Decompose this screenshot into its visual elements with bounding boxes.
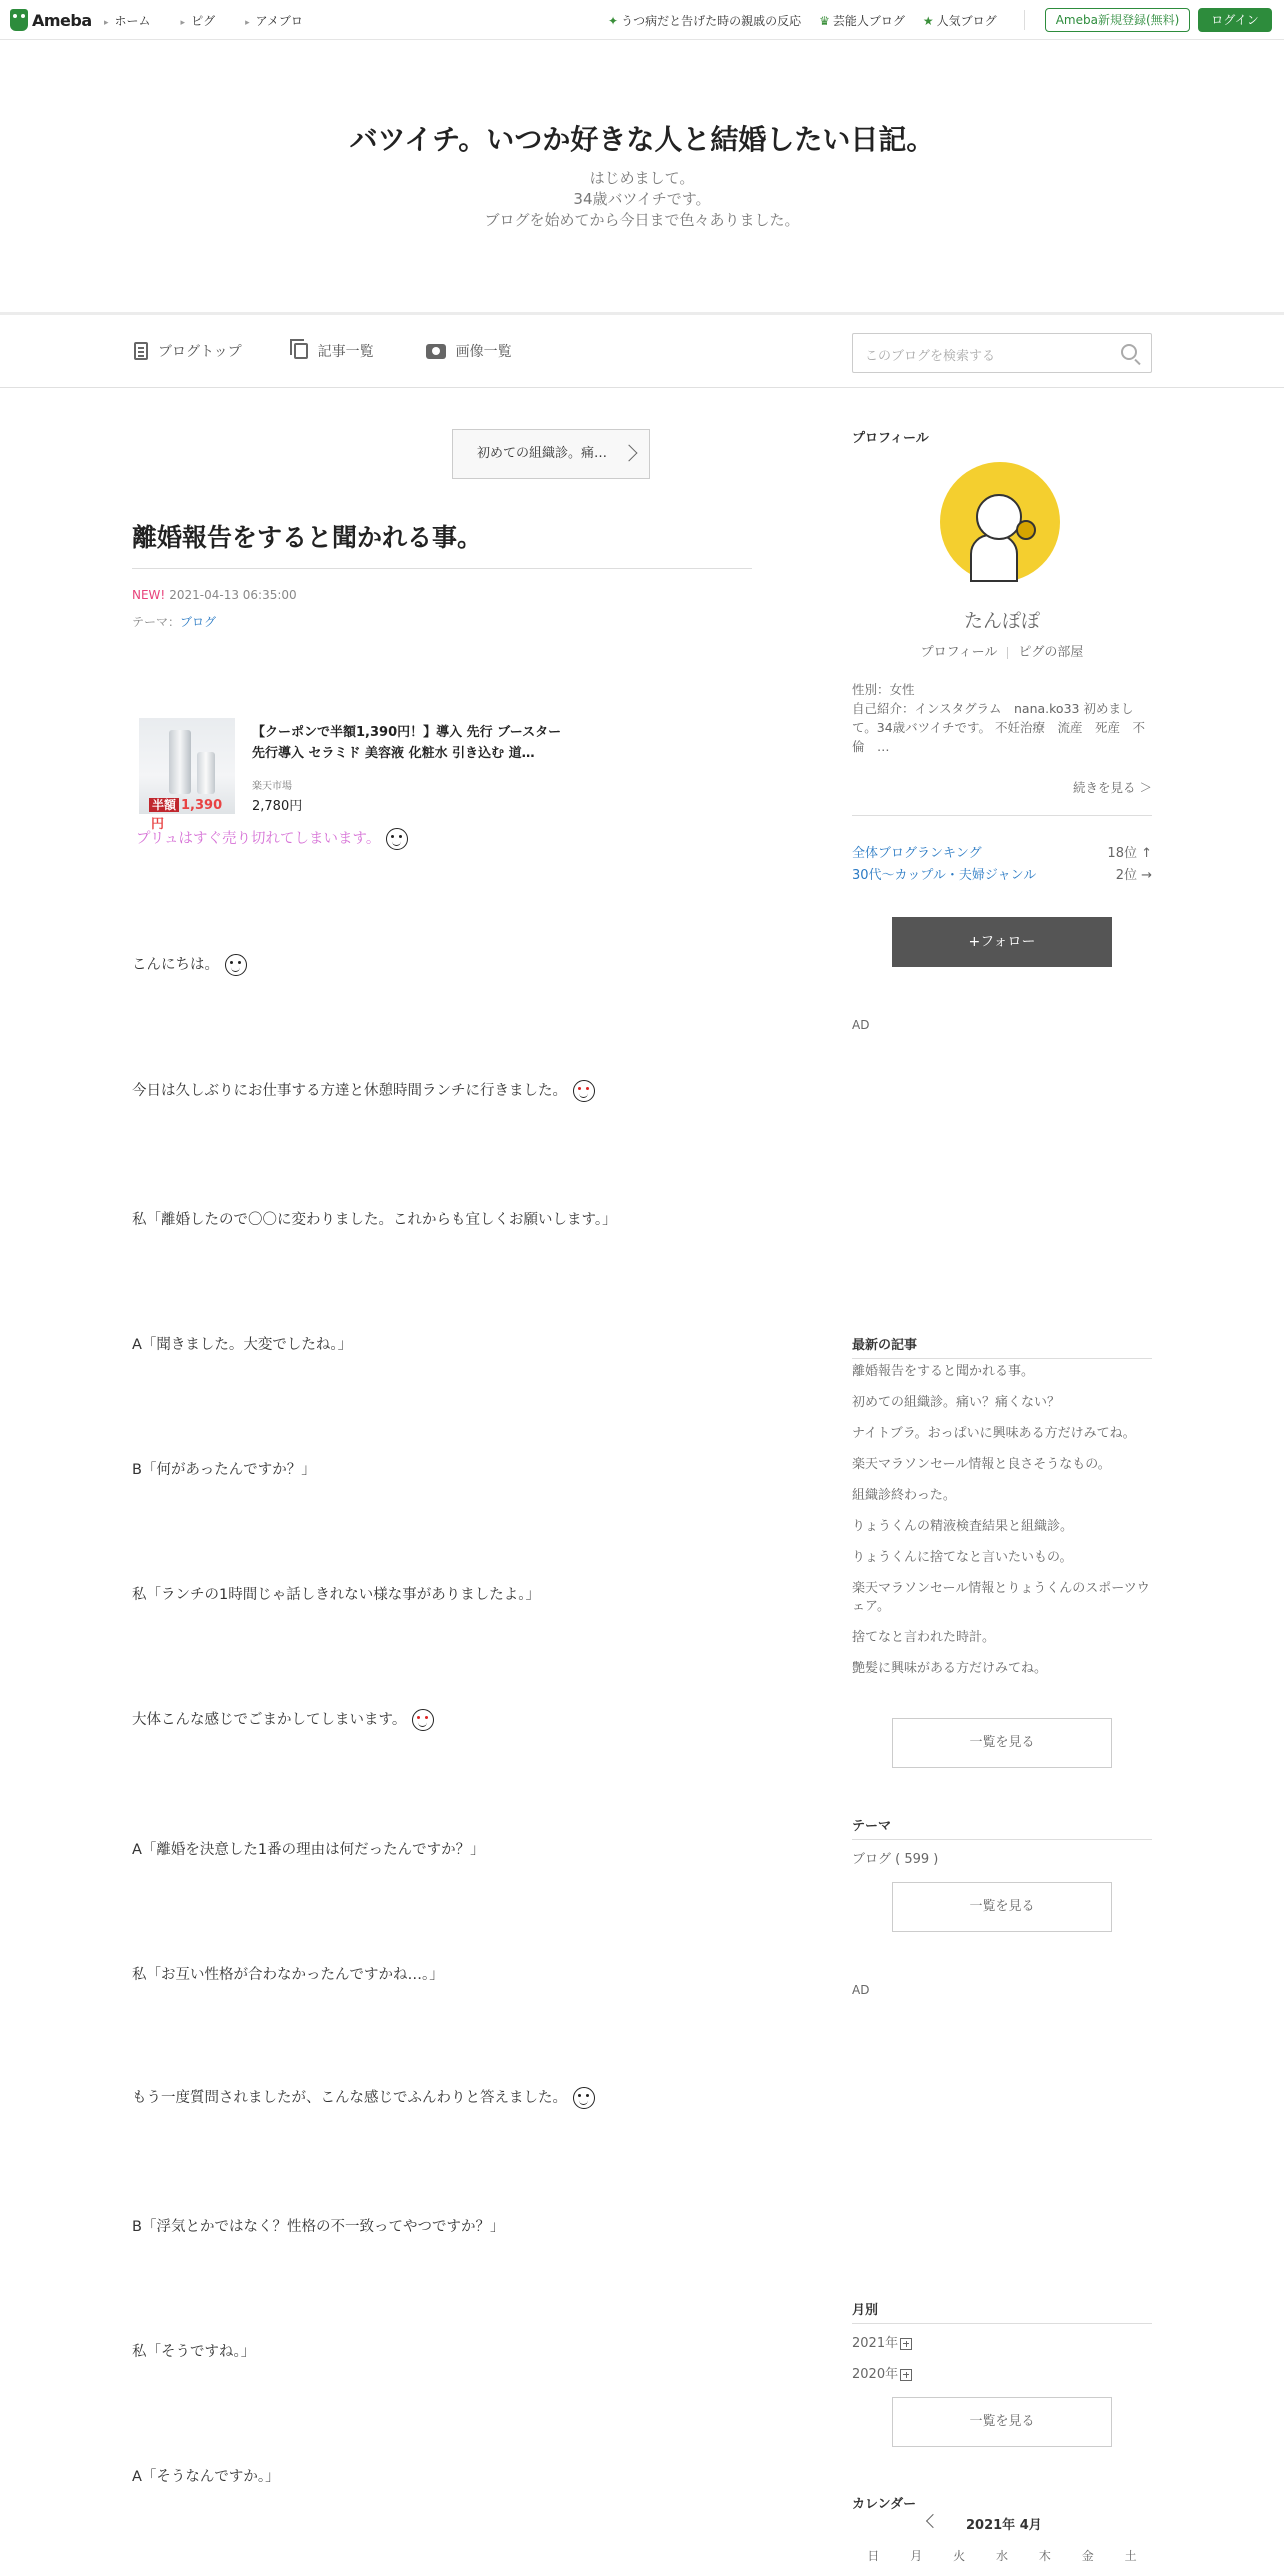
divider — [852, 1839, 1152, 1840]
nav-celebrity-blog[interactable] — [819, 12, 905, 29]
search-placeholder: このブログを検索する — [865, 349, 996, 364]
article-list-label: 記事一覧 — [317, 344, 374, 360]
article-theme — [132, 613, 216, 630]
ranking-row — [852, 842, 1152, 861]
nav-trending-label: うつ病だと告げた時の親戚の反応 — [621, 14, 802, 28]
weekday: 土 — [1124, 2549, 1137, 2563]
blog-desc-line: はじめまして。 — [589, 169, 695, 187]
smile-emoji-icon — [225, 954, 247, 976]
product-image[interactable] — [139, 718, 235, 832]
profile-links — [852, 641, 1152, 660]
recent-article-link[interactable]: 艶髪に興味がある方だけみてね。 — [852, 1661, 1048, 1676]
article-paragraph: A「聞きました。大変でしたね。」 — [132, 1337, 353, 1353]
crown-icon: ♛ — [819, 14, 830, 28]
ranking-link[interactable]: 全体ブログランキング — [852, 846, 982, 861]
nav-trending-topic[interactable] — [608, 12, 801, 29]
blush-emoji-icon — [573, 1080, 595, 1102]
recent-article-link[interactable]: 初めての組織診。痛い？痛くない？ — [852, 1395, 1061, 1410]
expand-icon[interactable] — [900, 2338, 912, 2350]
divider — [852, 1358, 1152, 1359]
article-paragraph: 私「離婚したので〇〇に変わりました。これからも宜しくお願いします。」 — [132, 1212, 617, 1228]
paragraph-text: 今日は久しぶりにお仕事する方達と休憩時間ランチに行きました。 — [132, 1083, 567, 1099]
blog-title[interactable]: バツイチ。いつか好きな人と結婚したい日記。 — [349, 123, 935, 156]
profile-info — [852, 680, 1152, 756]
previous-article-link[interactable]: 初めての組織診。痛… — [452, 429, 650, 479]
login-button[interactable]: ログイン — [1198, 8, 1272, 32]
sale-unit: 円 — [151, 817, 165, 832]
nav-pigg[interactable]: ▸ ピグ — [181, 12, 216, 29]
product-card[interactable] — [139, 718, 579, 832]
crying-emoji-icon — [412, 1709, 434, 1731]
recent-article-link[interactable]: りょうくんの精液検査結果と組織診。 — [852, 1519, 1074, 1534]
blog-search-input[interactable] — [852, 333, 1152, 373]
article-paragraph: 私「お互い性格が合わなかったんですかね…。」 — [132, 1967, 444, 1983]
ranking-position: 18位 ↑ — [1107, 846, 1152, 861]
image-list-label: 画像一覧 — [455, 344, 512, 360]
blog-top-label: ブログトップ — [158, 344, 242, 360]
global-nav — [104, 12, 303, 29]
profile-more-link[interactable]: 続きを見る ＞ — [1073, 780, 1152, 795]
calendar-heading: カレンダー — [852, 2497, 917, 2512]
article-paragraph — [132, 2086, 595, 2109]
flower-icon — [1016, 520, 1036, 540]
paragraph-text: こんにちは。 — [132, 957, 219, 973]
recent-article-link[interactable]: 離婚報告をすると聞かれる事。 — [852, 1364, 1035, 1379]
nav-celebrity-label: 芸能人ブログ — [832, 14, 905, 28]
blog-top-link[interactable] — [134, 341, 242, 361]
logo-text: Ameba — [32, 10, 92, 30]
month-item[interactable] — [852, 2363, 912, 2382]
weekday: 火 — [953, 2549, 966, 2563]
article-meta — [132, 588, 297, 602]
profile-name[interactable]: たんぽぽ — [963, 610, 1040, 632]
follow-button[interactable]: +フォロー — [892, 917, 1112, 967]
face-emoji-icon — [386, 828, 408, 850]
weekday: 木 — [1038, 2549, 1051, 2563]
pages-icon — [294, 343, 308, 359]
blog-nav — [0, 312, 1284, 388]
divider — [852, 815, 1152, 816]
global-header — [0, 0, 1284, 40]
search-icon[interactable] — [1121, 344, 1137, 360]
recent-see-all-button[interactable]: 一覧を見る — [892, 1718, 1112, 1768]
star-icon: ★ — [922, 14, 934, 28]
nav-popular-label: 人気ブログ — [936, 14, 997, 28]
pigg-room-link[interactable]: ピグの部屋 — [1018, 645, 1084, 660]
recent-article-link[interactable]: りょうくんに捨てなと言いたいもの。 — [852, 1550, 1073, 1565]
monthly-see-all-button[interactable]: 一覧を見る — [892, 2397, 1112, 2447]
glasses-emoji-icon — [573, 2087, 595, 2109]
calendar-month: 2021年 4月 — [966, 2518, 1042, 2533]
article-paragraph: B「何があったんですか？」 — [132, 1462, 316, 1478]
bottle-shape — [169, 730, 191, 794]
expand-icon[interactable] — [900, 2369, 912, 2381]
paragraph-text: 大体こんな感じでごまかしてしまいます。 — [132, 1712, 407, 1728]
blog-desc-line: 34歳バツイチです。 — [573, 190, 711, 208]
ameba-logo[interactable] — [10, 8, 92, 32]
divider — [1024, 10, 1025, 30]
theme-label: テーマ： — [132, 615, 181, 629]
recent-article-link[interactable]: 組織診終わった。 — [852, 1488, 956, 1503]
nav-popular-blog[interactable] — [923, 12, 997, 29]
nav-home[interactable]: ▸ ホーム — [104, 12, 151, 29]
product-shop: 楽天市場 — [252, 781, 292, 792]
ad-label: AD — [852, 1018, 870, 1032]
month-item[interactable] — [852, 2332, 912, 2351]
paragraph-text: もう一度質問されましたが、こんな感じでふんわりと答えました。 — [132, 2090, 567, 2106]
article-paragraph — [132, 953, 247, 976]
profile-intro: 自己紹介：インスタグラム nana.ko33 初めまして。34歳バツイチです。 不妊治療 流産 死産 不倫 … — [852, 701, 1146, 754]
ameba-logo-icon — [10, 9, 28, 31]
nav-ameblo[interactable]: ▸ アメブロ — [245, 12, 303, 29]
weekday: 水 — [996, 2549, 1009, 2563]
theme-link[interactable]: ブログ — [180, 615, 217, 629]
article-paragraph — [136, 827, 408, 850]
recent-articles-list — [852, 1363, 1152, 1691]
weekday: 金 — [1081, 2549, 1094, 2563]
avatar[interactable] — [940, 462, 1060, 582]
profile-gender: 性別：女性 — [852, 682, 915, 697]
product-title[interactable]: 【クーポンで半額1,390円！】導入 先行 ブースター 先行導入 セラミド 美容液 化粧水 引き込む 道… — [252, 725, 562, 761]
article-list-link[interactable] — [294, 341, 374, 361]
article-paragraph: 私「そうですね。」 — [132, 2344, 256, 2360]
divider — [852, 2323, 1152, 2324]
recent-article-link[interactable]: 捨てなと言われた時計。 — [852, 1630, 996, 1645]
bottle-shape — [197, 752, 215, 794]
divider — [1007, 647, 1008, 659]
month-label: 2021年 — [852, 2336, 899, 2351]
weekday: 日 — [867, 2549, 880, 2563]
sparkle-icon: ✦ — [608, 14, 619, 28]
month-label: 2020年 — [852, 2367, 899, 2382]
paragraph-text: プリュはすぐ売り切れてしまいます。 — [136, 831, 381, 847]
calendar-weekdays — [852, 2547, 1152, 2564]
recent-article-link[interactable]: ナイトブラ。おっぱいに興味ある方だけみてね。 — [852, 1426, 1136, 1441]
article-paragraph: A「そうなんですか。」 — [132, 2469, 280, 2485]
article-date: 2021-04-13 06:35:00 — [169, 588, 297, 602]
product-price: 2,780円 — [252, 799, 303, 814]
theme-see-all-button[interactable]: 一覧を見る — [892, 1882, 1112, 1932]
monthly-heading: 月別 — [852, 2303, 879, 2318]
theme-heading: テーマ — [852, 1819, 892, 1834]
article-paragraph — [132, 1079, 595, 1102]
ranking-link[interactable]: 30代〜カップル・夫婦ジャンル — [852, 868, 1037, 883]
ad-label: AD — [852, 1983, 870, 1997]
ranking-position: 2位 → — [1115, 868, 1152, 883]
article-paragraph: B「浮気とかではなく？性格の不一致ってやつですか？」 — [132, 2219, 505, 2235]
article-paragraph: 私「ランチの1時間じゃ話しきれない様な事がありましたよ。」 — [132, 1587, 540, 1603]
blog-desc-line: ブログを始めてから今日まで色々ありました。 — [484, 211, 800, 229]
recent-heading: 最新の記事 — [852, 1338, 918, 1353]
recent-article-link[interactable]: 楽天マラソンセール情報と良さそうなもの。 — [852, 1457, 1111, 1472]
image-list-link[interactable] — [426, 341, 512, 361]
avatar-body — [970, 534, 1018, 582]
avatar-face — [976, 494, 1022, 540]
weekday: 月 — [910, 2549, 923, 2563]
article-title[interactable]: 離婚報告をすると聞かれる事。 — [132, 523, 483, 552]
theme-item-link[interactable]: ブログ ( 599 ) — [852, 1852, 939, 1867]
article-paragraph: A「離婚を決意した1番の理由は何だったんですか？」 — [132, 1842, 485, 1858]
blog-description — [0, 168, 1284, 231]
article-paragraph — [132, 1708, 434, 1731]
featured-nav — [608, 12, 997, 29]
title-divider — [132, 568, 752, 569]
sale-label: 半額 — [149, 798, 179, 812]
camera-icon — [426, 344, 446, 359]
document-icon — [134, 342, 148, 360]
chevron-left-icon[interactable] — [926, 2514, 940, 2528]
new-badge: NEW! — [132, 588, 166, 602]
profile-link[interactable]: プロフィール — [920, 645, 998, 660]
recent-article-link[interactable]: 楽天マラソンセール情報とりょうくんのスポーツウェア。 — [852, 1581, 1150, 1614]
ranking-row — [852, 864, 1152, 883]
register-button[interactable]: Ameba新規登録(無料) — [1045, 8, 1190, 32]
sale-price: 1,390 — [181, 798, 223, 813]
profile-heading: プロフィール — [852, 431, 929, 446]
